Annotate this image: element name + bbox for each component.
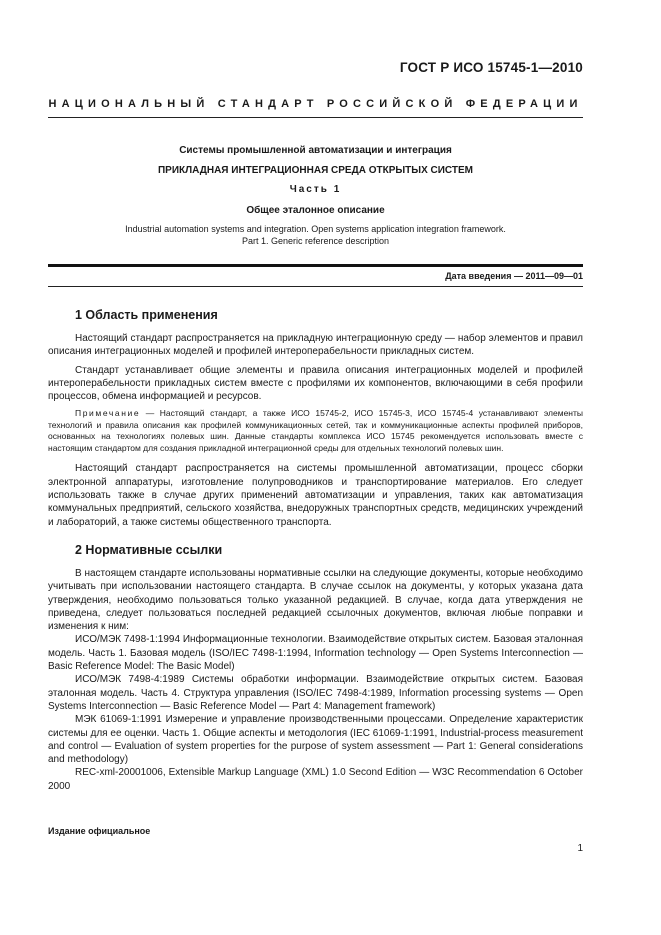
page-number: 1 <box>577 843 583 854</box>
date-rule <box>48 286 583 287</box>
reference-item: ИСО/МЭК 7498-1:1994 Информационные технологии. Взаимодействие открытых систем. Базовая эталонная модель. Часть 1. Базовая модель (ISO/IEC 7498-1:1994, Information technology — Open Systems Interconnection — Basic Reference Model: The Basic Model) <box>48 634 583 673</box>
title-rule <box>48 264 583 267</box>
header-rule <box>48 117 583 118</box>
edition-label: Издание официальное <box>48 826 151 836</box>
section-1-paragraph-1: Настоящий стандарт распространяется на прикладную интеграционную среду — набор элементов и правил описания интеграционных моделей и профилей интероперабельности прикладных систем. <box>48 333 583 358</box>
note-text: — Настоящий стандарт, а также ИСО 15745-2, ИСО 15745-3, ИСО 15745-4 устанавливают элементы технологий и правила описания как профилей коммуникационных сетей, так и коммуникационные аспекты профилей приборов, основанных на технологиях полевых шин. Данные стандарты комплекса ИСО 15745 рекомендуется использовать вместе с настоящим стандартом для создания прикладной интеграционной среды для отдельных технологий полевых шин. <box>48 408 583 453</box>
title-english <box>48 223 583 247</box>
national-standard-banner: НАЦИОНАЛЬНЫЙ СТАНДАРТ РОССИЙСКОЙ ФЕДЕРАЦИИ <box>48 98 583 110</box>
title-main: ПРИКЛАДНАЯ ИНТЕГРАЦИОННАЯ СРЕДА ОТКРЫТЫХ СИСТЕМ <box>157 165 474 176</box>
introduction-date: Дата введения — 2011—09—01 <box>445 271 583 281</box>
main-content <box>48 308 583 793</box>
title-subtitle: Общее эталонное описание <box>246 205 385 216</box>
title-series: Системы промышленной автоматизации и интеграция <box>179 145 452 156</box>
section-1-paragraph-3: Настоящий стандарт распространяется на системы промышленной автоматизации, процесс сборки электронной аппаратуры, изготовление полупроводников и транспортирование материалов. Его следует использовать также в случае других применений автоматизации и управления, таких как автоматизация коммунальных предприятий, сельского хозяйства, внедоружных транспортных средств, медицинских учреждений и лабораторий, а также системы общественного транспорта. <box>48 463 583 528</box>
reference-item: ИСО/МЭК 7498-4:1989 Системы обработки информации. Взаимодействие открытых систем. Базовая эталонная модель. Часть 4. Структура управления (ISO/IEC 7498-4:1989, Information processing systems — Open Systems Interconnection — Basic Reference Model — Part 4: Management framework) <box>48 674 583 712</box>
note-label: Примечание <box>75 408 141 419</box>
reference-item: МЭК 61069-1:1991 Измерение и управление производственными процессами. Определение характеристик системы для ее оценки. Часть 1. Общие аспекты и методология (IEC 61069-1:1991, Industrial-process measurement and control — Evaluation of system properties for the purpose of system assessment — Part 1: General considerations and methodology) <box>48 714 583 766</box>
section-2-intro: В настоящем стандарте использованы нормативные ссылки на следующие документы, которые необходимо учитывать при использовании настоящего стандарта. В случае ссылок на документы, у которых указана дата утверждения, необходимо пользоваться только указанной редакцией. В случае, когда дата утверждения не приведена, следует пользоваться последней редакцией ссылочных документов, включая любые поправки и изменения к ним: <box>48 567 583 633</box>
title-english-line2: Part 1. Generic reference description <box>241 236 390 246</box>
section-1-note <box>48 408 583 454</box>
section-1-paragraph-2: Стандарт устанавливает общие элементы и правила описания интеграционных моделей и профилей интероперабельности прикладных систем вместе с профилями их компонентов, включающими в себя профили процессов, обмена информацией и ресурсов. <box>48 364 583 403</box>
standard-number: ГОСТ Р ИСО 15745-1—2010 <box>399 60 583 75</box>
title-part: Часть 1 <box>289 184 342 195</box>
section-1-title: 1 Область применения <box>75 308 218 322</box>
reference-item: REC-xml-20001006, Extensible Markup Language (XML) 1.0 Second Edition — W3C Recommendation 6 October 2000 <box>48 767 583 792</box>
section-2-title: 2 Нормативные ссылки <box>75 542 223 557</box>
title-english-line1: Industrial automation systems and integration. Open systems application integration framework. <box>125 224 506 234</box>
